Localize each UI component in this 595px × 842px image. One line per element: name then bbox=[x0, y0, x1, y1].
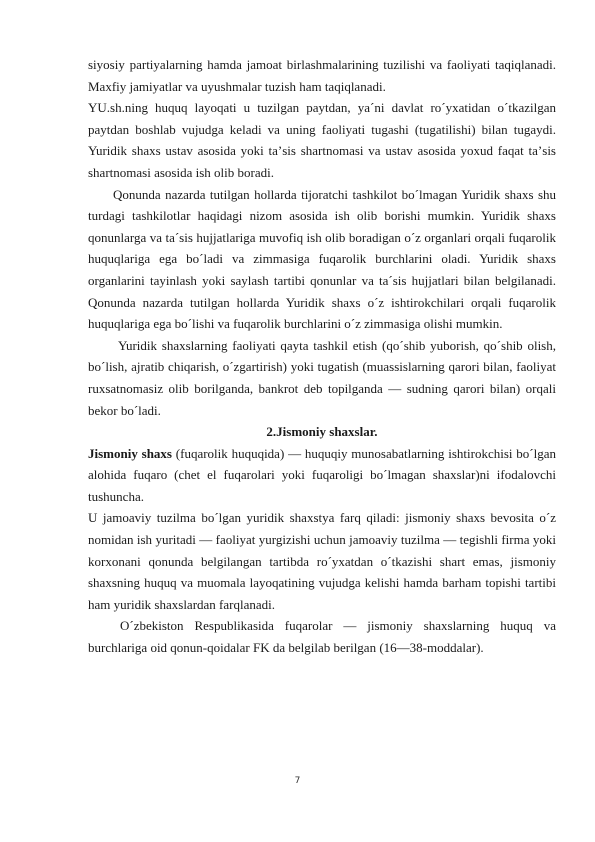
paragraph-difference: U jamoaviy tuzilma bo´lgan yuridik shaxstya farq qiladi: jismoniy shaxs bevosita o´z nomidan ish yuritadi — faoliyat yurgizishi uchun jamoaviy tuzilma — tegishli firma yoki korxonani qonunda belgilangan tartibda ro´yxatdan o´tkazishi shart emas, jismoniy shaxsning huquq va muomala layoqatining vujudga kelishi hamda barham topishi tartibi ham yuridik shaxslardan farqlanadi. bbox=[88, 510, 556, 612]
paragraph-non-commercial-organizations: Qonunda nazarda tutilgan hollarda tijoratchi tashkilot bo´lmagan Yuridik shaxs shu turdagi tashkilotlar haqidagi nizom asosida ish olib borishi mumkin. Yuridik shaxs qonunlarga va ta´sis hujjatlariga muvofiq ish olib boradigan o´z organlari orqali fuqarolik huquqlariga ega bo´ladi va zimmasiga fuqarolik burchlarini oladi. Yuridik shaxs organlarini tayinlash yoki saylash tartibi qonunlar va ta´sis hujjatlari bilan belgilanadi. Qonunda nazarda tutilgan hollarda Yuridik shaxs o´z ishtirokchilari orqali fuqarolik huquqlariga ega bo´lishi va fuqarolik burchlarini o´z zimmasiga olishi mumkin. bbox=[88, 186, 556, 332]
section-heading: 2.Jismoniy shaxslar. bbox=[266, 424, 378, 440]
paragraph-definition bbox=[88, 443, 556, 508]
document-body bbox=[88, 54, 556, 659]
page-number: 7 bbox=[294, 776, 301, 786]
paragraph-termination: Yuridik shaxslarning faoliyati qayta tashkil etish (qo´shib yuborish, qo´shib olish, bo´lish, ajratib chiqarish, o´zgartirish) yoki tugatish (muassislarning qarori bilan, faoliyat ruxsatnomasiz olib borilganda, bankrot deb topilganda — sudning qarori bilan) orqali bekor bo´ladi. bbox=[88, 337, 556, 418]
definition-text: (fuqarolik huquqida) — huquqiy munosabatlarning ishtirokchisi bo´lgan alohida fuqaro (chet el fuqarolari yoki fuqaroligi bo´lmagan shaxslar)ni ifodalovchi tushuncha. bbox=[88, 445, 557, 504]
defined-term: Jismoniy shaxs bbox=[88, 445, 172, 461]
paragraph-uzbekistan-citizens: O´zbekiston Respublikasida fuqarolar — jismoniy shaxslarning huquq va burchlariga oid qonun-qoidalar FK da belgilab berilgan (16—38-moddalar). bbox=[88, 618, 556, 656]
paragraph-party-prohibition: siyosiy partiyalarning hamda jamoat birlashmalarining tuzilishi va faoliyati taqiqlanadi. Maxfiy jamiyatlar va uyushmalar tuzish ham taqiqlanadi. bbox=[88, 57, 556, 94]
paragraph-legal-capacity: YU.sh.ning huquq layoqati u tuzilgan paytdan, ya´ni davlat ro´yxatidan o´tkazilgan paytdan boshlab vujudga keladi va uning faoliyati tugashi (tugatilishi) bilan tugaydi. Yuridik shaxs ustav asosida yoki taʼsis shartnomasi va ustav asosida yoxud faqat taʼsis shartnomasi asosida ish olib boradi. bbox=[88, 100, 556, 180]
